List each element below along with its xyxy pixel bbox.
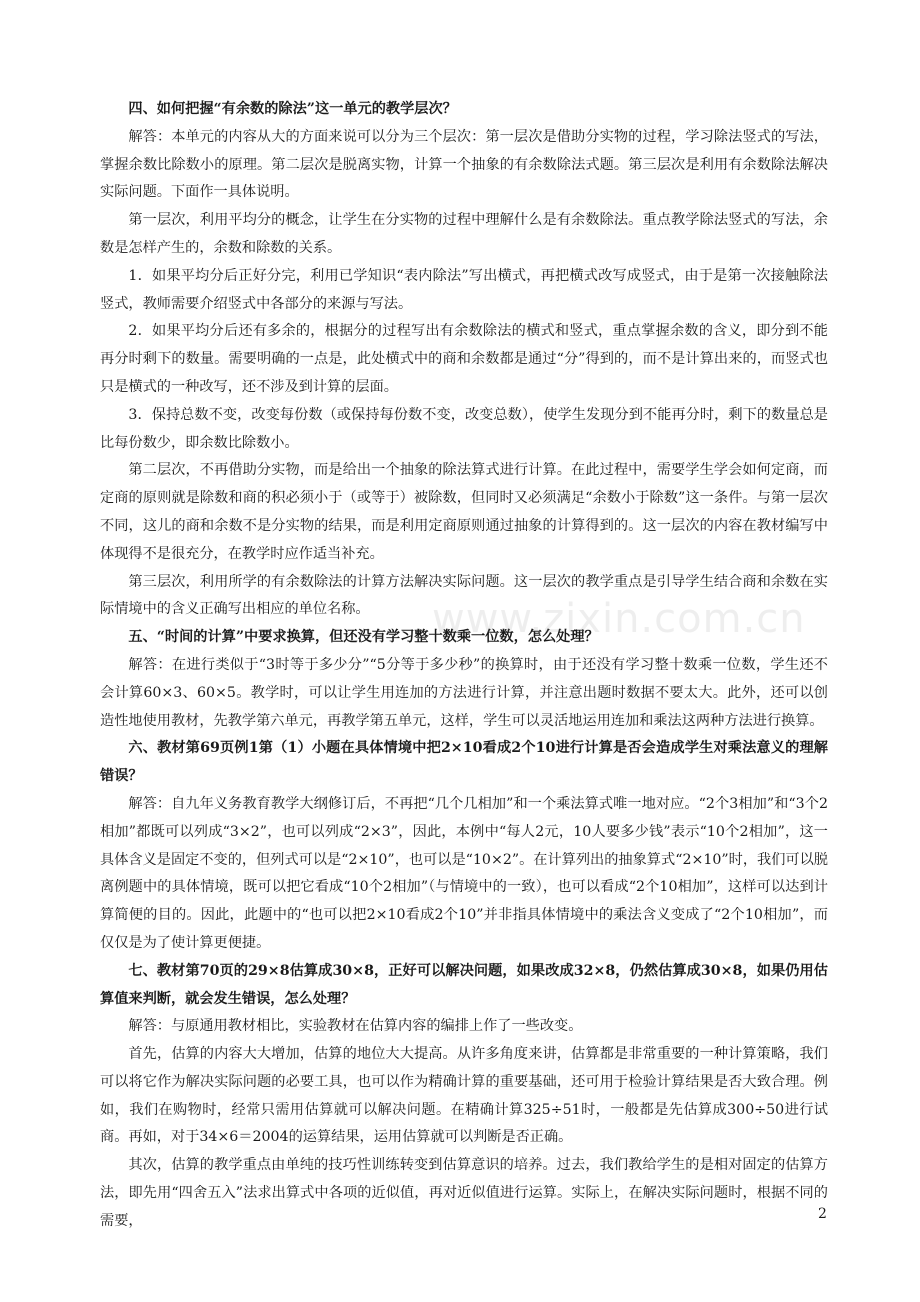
- paragraph: 第二层次，不再借助分实物，而是给出一个抽象的除法算式进行计算。在此过程中，需要学生学会如何定商，而定商的原则就是除数和商的积必须小于（或等于）被除数，但同时又必须满足“余数小于除数”这一条件。与第一层次不同，这儿的商和余数不是分实物的结果，而是利用定商原则通过抽象的计算得到的。这一层次的内容在教材编写中体现得不是很充分，在教学时应作适当补充。: [100, 462, 828, 562]
- section-heading: 七、教材第70页的29×8估算成30×8，正好可以解决问题，如果改成32×8，仍然估算成30×8，如果仍用估算值来判断，就会发生错误，怎么处理？: [100, 962, 828, 1007]
- section-heading: 四、如何把握“有余数的除法”这一单元的教学层次？: [128, 101, 457, 117]
- paragraph: 解答：与原通用教材相比，实验教材在估算内容的编排上作了一些改变。: [128, 1018, 583, 1035]
- section-heading: 五、“时间的计算”中要求换算，但还没有学习整十数乘一位数，怎么处理？: [128, 629, 599, 646]
- paragraph: 1．如果平均分后正好分完，利用已学知识“表内除法”写出横式，再把横式改写成竖式，由于是第一次接触除法竖式，教师需要介绍竖式中各部分的来源与写法。: [100, 267, 828, 312]
- paragraph: 第三层次，利用所学的有余数除法的计算方法解决实际问题。这一层次的教学重点是引导学生结合商和余数在实际情境中的含义正确写出相应的单位名称。: [100, 573, 828, 618]
- paragraph: 第一层次，利用平均分的概念，让学生在分实物的过程中理解什么是有余数除法。重点教学除法竖式的写法，余数是怎样产生的，余数和除数的关系。: [100, 212, 828, 256]
- watermark: www.zixin.com.cn: [432, 596, 806, 642]
- paragraph: 首先，估算的内容大大增加，估算的地位大大提高。从许多角度来讲，估算都是非常重要的一种计算策略，我们可以将它作为解决实际问题的必要工具，也可以作为精确计算的重要基础，还可用于检验计算结果是否大致合理。例如，我们在购物时，经常只需用估算就可以解决问题。在精确计算325÷51时，一般都是先估算成300÷50进行试商。再如，对于34×6＝2004的运算结果，运用估算就可以判断是否正确。: [100, 1046, 828, 1146]
- paragraph: 其次，估算的教学重点由单纯的技巧性训练转变到估算意识的培养。过去，我们教给学生的是相对固定的估算方法，即先用“四舍五入”法求出算式中各项的近似值，再对近似值进行运算。实际上，在解决实际问题时，根据不同的需要，: [100, 1157, 828, 1229]
- paragraph: 解答：本单元的内容从大的方面来说可以分为三个层次：第一层次是借助分实物的过程，学习除法竖式的写法，掌握余数比除数小的原理。第二层次是脱离实物，计算一个抽象的有余数除法式题。第三层次是利用有余数除法解决实际问题。下面作一具体说明。: [100, 128, 828, 201]
- document-body: [100, 96, 828, 1236]
- paragraph: 2．如果平均分后还有多余的，根据分的过程写出有余数除法的横式和竖式，重点掌握余数的含义，即分到不能再分时剩下的数量。需要明确的一点是，此处横式中的商和余数都是通过“分”得到的，而不是计算出来的，而竖式也只是横式的一种改写，还不涉及到计算的层面。: [100, 323, 828, 395]
- section-heading: 六、教材第69页例1第（1）小题在具体情境中把2×10看成2个10进行计算是否会造成学生对乘法意义的理解错误？: [100, 740, 828, 785]
- paragraph: 3．保持总数不变，改变每份数（或保持每份数不变，改变总数），使学生发现分到不能再分时，剩下的数量总是比每份数少，即余数比除数小。: [100, 406, 828, 451]
- page-number: 2: [818, 1206, 827, 1222]
- paragraph: 解答：在进行类似于“3时等于多少分”“5分等于多少秒”的换算时，由于还没有学习整十数乘一位数，学生还不会计算60×3、60×5。教学时，可以让学生用连加的方法进行计算，并注意出题时数据不要太大。此外，还可以创造性地使用教材，先教学第六单元，再教学第五单元，这样，学生可以灵活地运用连加和乘法这两种方法进行换算。: [100, 656, 828, 729]
- paragraph: 解答：自九年义务教育教学大纲修订后，不再把“几个几相加”和一个乘法算式唯一地对应。“2个3相加”和“3个2相加”都既可以列成“3×2”，也可以列成“2×3”，因此，本例中“每人2元，10人要多少钱”表示“10个2相加”，这一具体含义是固定不变的，但列式可以是“2×10”，也可以是“10×2”。在计算列出的抽象算式“2×10”时，我们可以脱离例题中的具体情境，既可以把它看成“10个2相加”（与情境中的一致），也可以看成“2个10相加”，这样可以达到计算简便的目的。因此，此题中的“也可以把2×10看成2个10”并非指具体情境中的乘法含义变成了“2个10相加”，而仅仅是为了使计算更便捷。: [100, 795, 828, 951]
